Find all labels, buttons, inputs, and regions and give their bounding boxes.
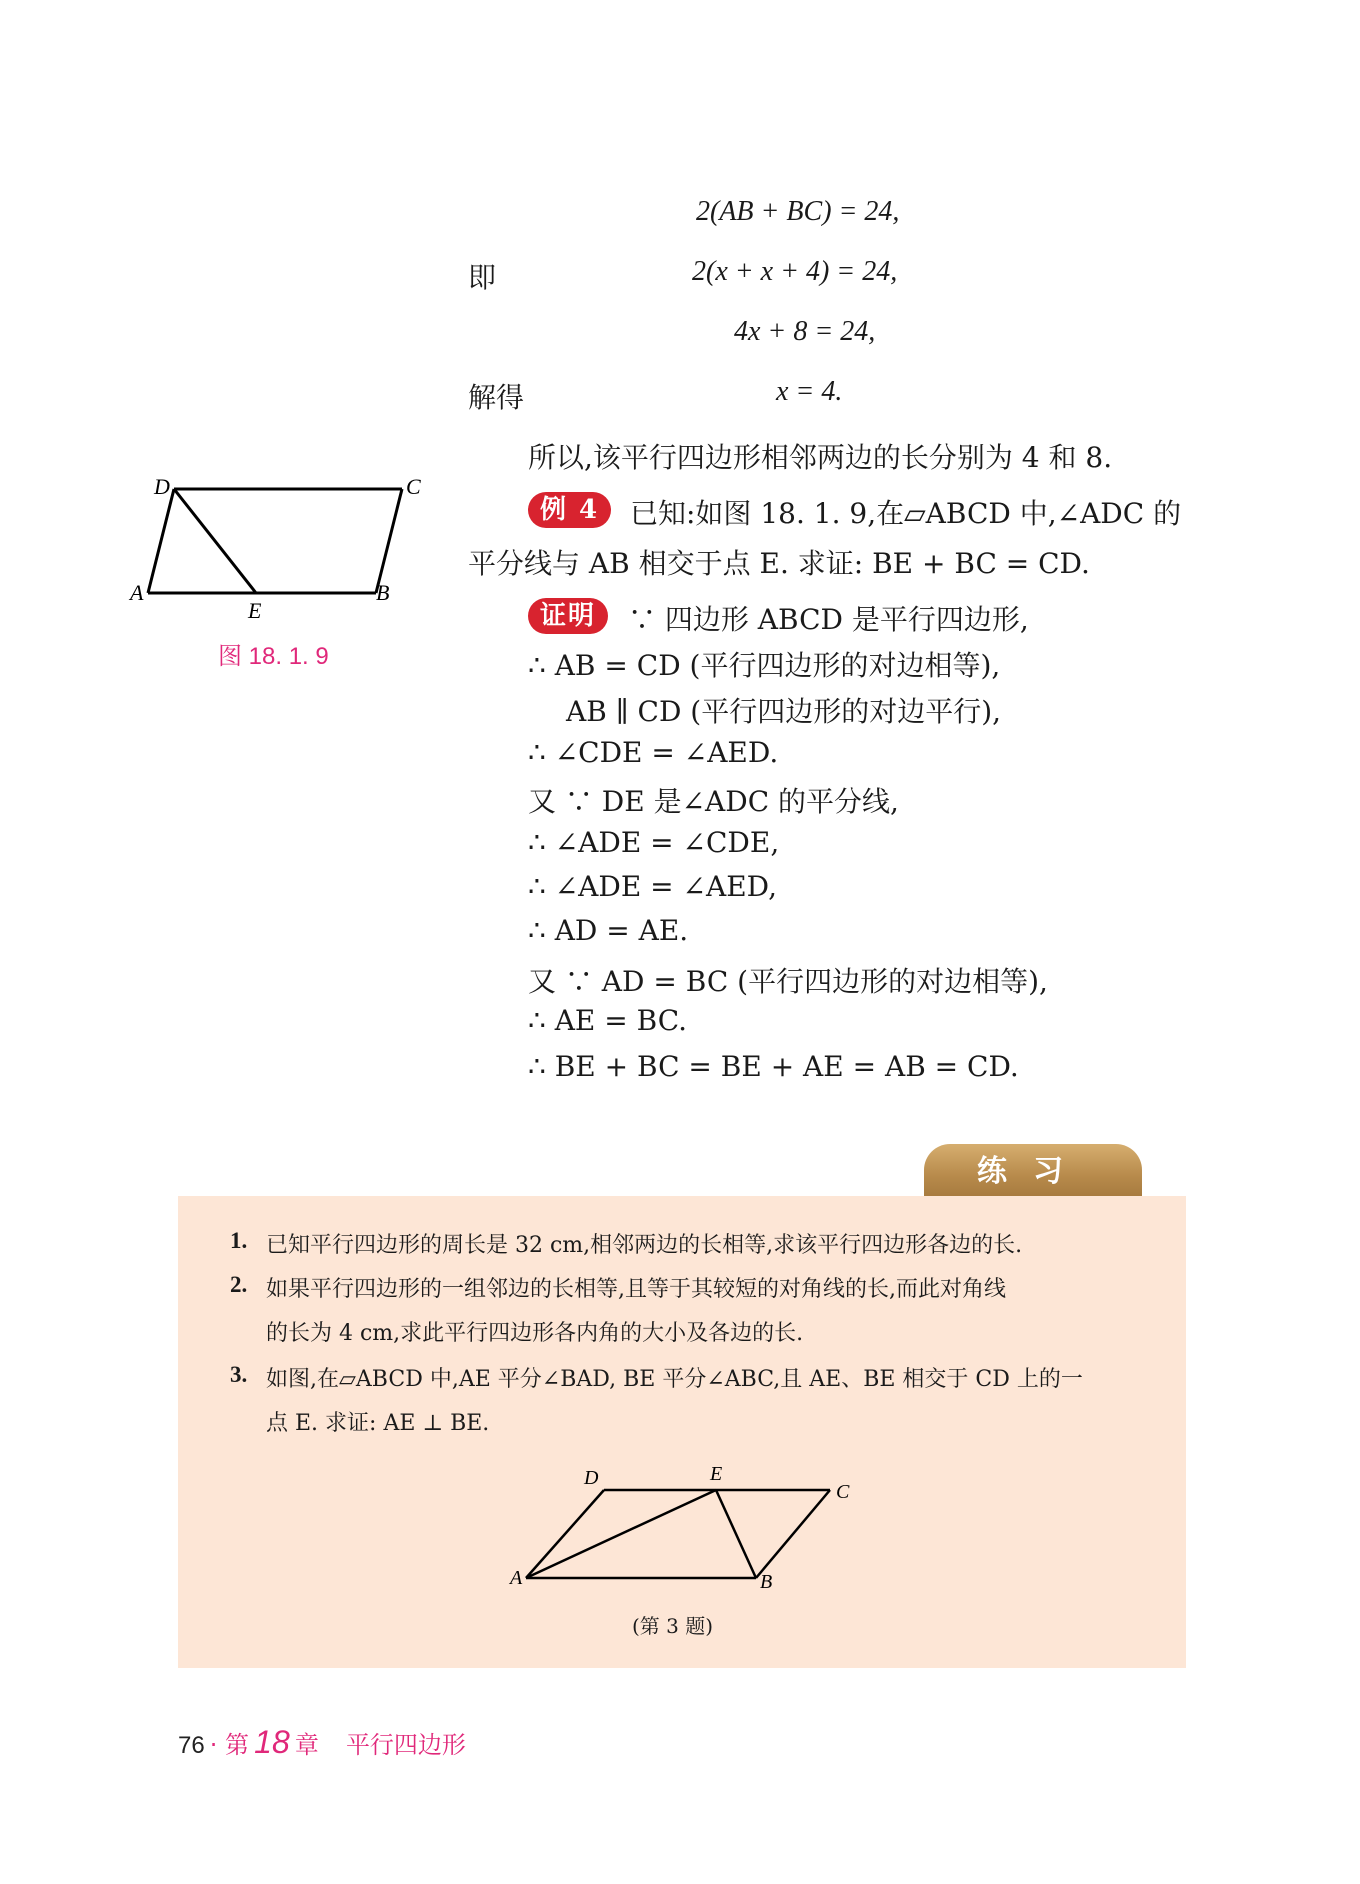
proof-line: 又 ∵ AD = BC (平行四边形的对边相等), bbox=[528, 965, 1048, 998]
conclusion-text: 所以,该平行四边形相邻两边的长分别为 4 和 8. bbox=[528, 441, 1113, 474]
proof-badge-label: 证明 bbox=[528, 598, 608, 634]
equation-4: x = 4. bbox=[776, 376, 843, 407]
example-badge-label: 例 4 bbox=[528, 492, 611, 528]
page-footer bbox=[178, 1724, 466, 1761]
exercise-text: 点 E. 求证: AE ⊥ BE. bbox=[266, 1411, 490, 1436]
equation-3: 4x + 8 = 24, bbox=[734, 316, 876, 347]
proof-line: ∴ ∠ADE = ∠AED, bbox=[528, 870, 778, 903]
side-cb bbox=[376, 489, 402, 593]
proof-line: ∴ AD = AE. bbox=[528, 914, 689, 947]
proof-line: ∴ AB = CD (平行四边形的对边相等), bbox=[528, 649, 1001, 682]
label-b: B bbox=[376, 580, 390, 605]
chapter-prefix: · 第 bbox=[209, 1731, 250, 1759]
segment-de bbox=[174, 489, 256, 593]
equation-2: 2(x + x + 4) = 24, bbox=[692, 256, 898, 287]
proof-line: AB ∥ CD (平行四边形的对边平行), bbox=[566, 695, 1002, 728]
label-jiede: 解得 bbox=[468, 381, 525, 414]
chapter-number: 18 bbox=[254, 1724, 290, 1760]
page-number: 76 bbox=[178, 1732, 205, 1759]
label-e: E bbox=[710, 1463, 723, 1485]
proof-line: ∴ BE + BC = BE + AE = AB = CD. bbox=[528, 1050, 1019, 1083]
exercise-text: 如图,在▱ABCD 中,AE 平分∠BAD, BE 平分∠ABC,且 AE、BE 相交于 CD 上的一 bbox=[266, 1367, 1083, 1392]
label-a: A bbox=[510, 1567, 523, 1589]
label-ji: 即 bbox=[468, 261, 497, 294]
segment-ae bbox=[526, 1490, 716, 1578]
exercise-number: 2. bbox=[230, 1272, 248, 1297]
exercise-text: 如果平行四边形的一组邻边的长相等,且等于其较短的对角线的长,而此对角线 bbox=[266, 1277, 1006, 1302]
example-line-2: 平分线与 AB 相交于点 E. 求证: BE + BC = CD. bbox=[468, 547, 1090, 580]
exercise-text: 的长为 4 cm,求此平行四边形各内角的大小及各边的长. bbox=[266, 1321, 804, 1346]
label-c: C bbox=[836, 1481, 850, 1503]
label-e: E bbox=[248, 598, 262, 623]
example-line-1: 已知:如图 18. 1. 9,在▱ABCD 中,∠ADC 的 bbox=[630, 497, 1182, 530]
exercise-text: 已知平行四边形的周长是 32 cm,相邻两边的长相等,求该平行四边形各边的长. bbox=[266, 1233, 1023, 1258]
proof-line: ∴ ∠ADE = ∠CDE, bbox=[528, 826, 780, 859]
segment-be bbox=[716, 1490, 756, 1578]
exercise-tab: 练习 bbox=[924, 1144, 1142, 1198]
figure-caption: 图 18. 1. 9 bbox=[218, 643, 329, 670]
chapter-title: 平行四边形 bbox=[345, 1731, 466, 1759]
chapter-suffix: 章 bbox=[294, 1731, 319, 1759]
figure-18-1-9 bbox=[126, 470, 446, 630]
problem-3-caption: (第 3 题) bbox=[632, 1614, 714, 1638]
figure-problem-3 bbox=[506, 1460, 866, 1590]
label-c: C bbox=[406, 474, 421, 499]
exercise-number: 1. bbox=[230, 1228, 248, 1253]
proof-badge bbox=[528, 598, 608, 634]
label-a: A bbox=[130, 580, 144, 605]
example-badge bbox=[528, 492, 611, 528]
side-da bbox=[526, 1490, 604, 1578]
label-d: D bbox=[584, 1467, 599, 1489]
label-b: B bbox=[760, 1571, 773, 1590]
proof-line: ∴ ∠CDE = ∠AED. bbox=[528, 736, 779, 769]
proof-line: 又 ∵ DE 是∠ADC 的平分线, bbox=[528, 785, 899, 818]
exercise-number: 3. bbox=[230, 1362, 248, 1387]
side-da bbox=[148, 489, 174, 593]
proof-line: ∴ AE = BC. bbox=[528, 1004, 688, 1037]
equation-1: 2(AB + BC) = 24, bbox=[696, 196, 900, 227]
proof-line: ∵ 四边形 ABCD 是平行四边形, bbox=[628, 603, 1029, 636]
label-d: D bbox=[154, 474, 170, 499]
side-cb bbox=[756, 1490, 830, 1578]
